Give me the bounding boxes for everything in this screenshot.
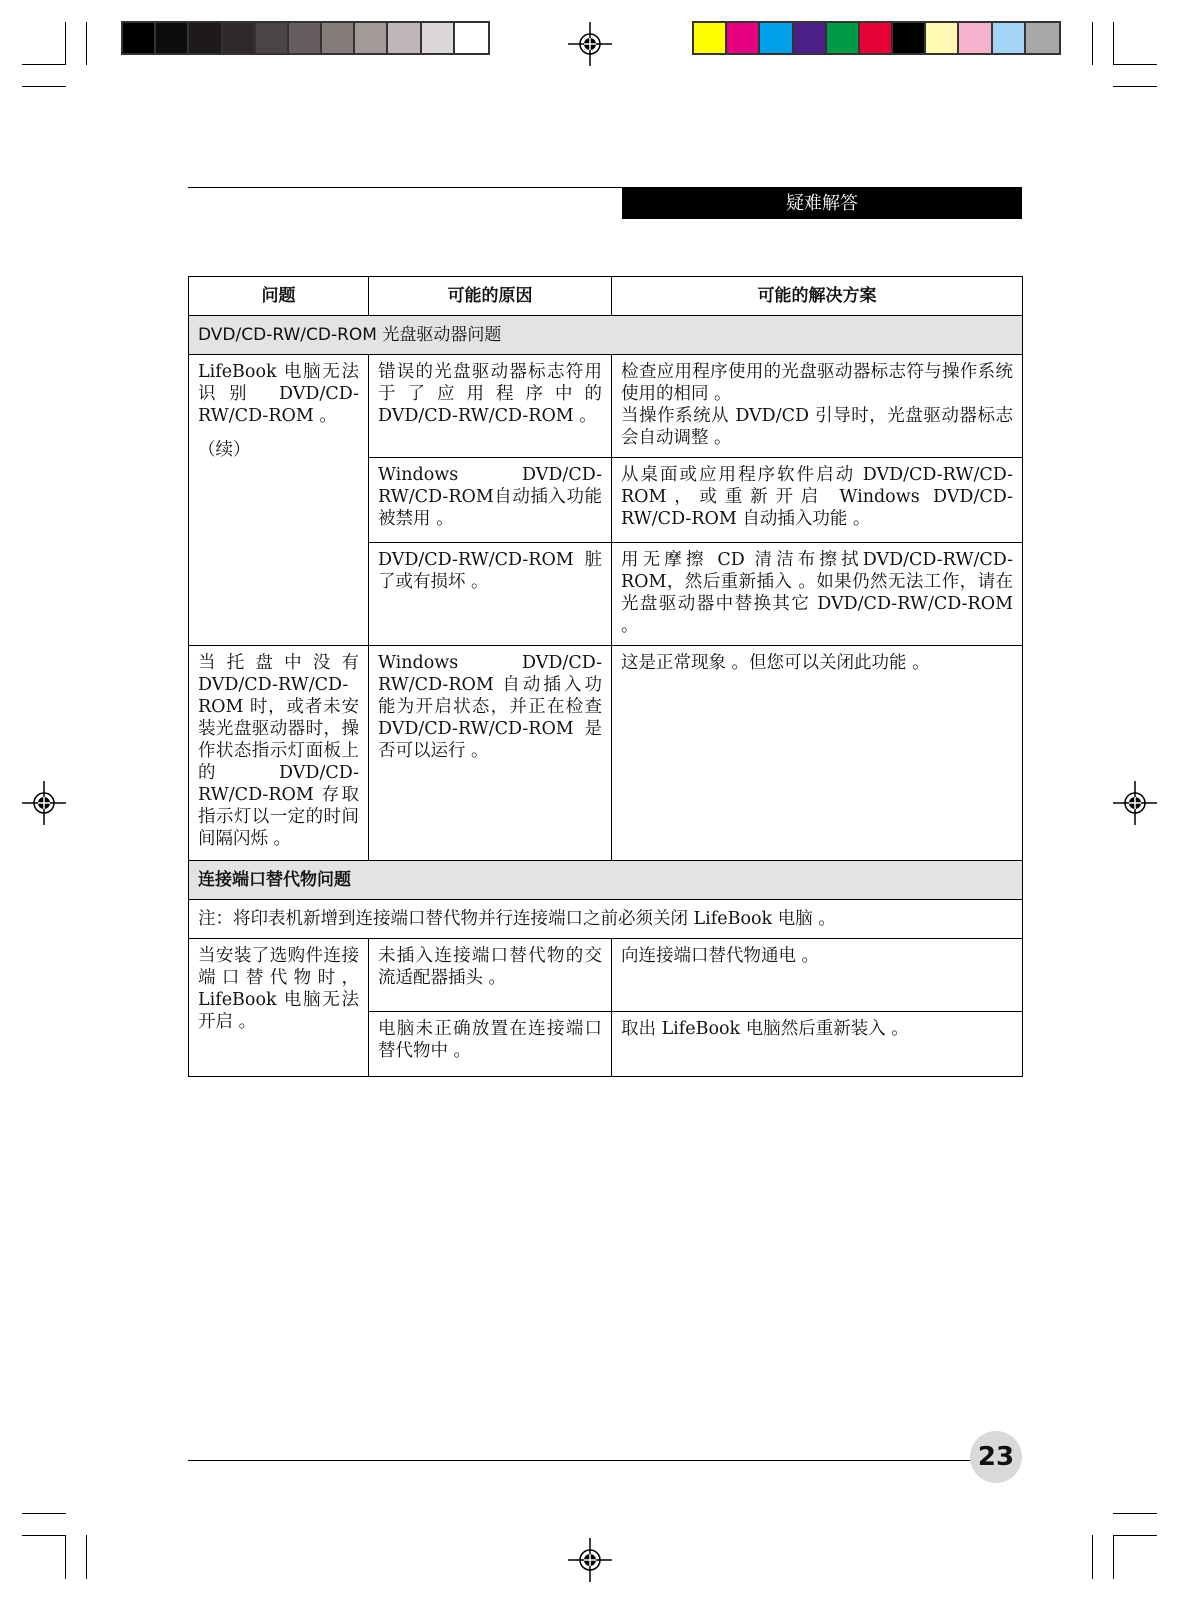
solution-cell: 向连接端口替代物通电 。 xyxy=(612,939,1023,1012)
cause-cell: Windows DVD/CD-RW/CD-ROM 自动插入功能为开启状态，并正在检查 DVD/CD-RW/CD-ROM 是否可以运行 。 xyxy=(369,646,612,861)
registration-mark-icon xyxy=(568,1538,612,1582)
registration-mark-icon xyxy=(22,781,66,825)
solution-cell xyxy=(612,355,1023,458)
color-swatch xyxy=(694,23,727,53)
crop-mark xyxy=(65,1535,66,1579)
section-title-port-replicator: 连接端口替代物问题 xyxy=(189,861,1023,900)
note-text: 注：将印表机新增到连接端口替代物并行连接端口之前必须关闭 LifeBook 电脑 。 xyxy=(189,900,1023,939)
color-swatch xyxy=(827,23,860,53)
registration-mark-icon xyxy=(568,22,612,66)
table-header-row xyxy=(189,277,1023,316)
color-swatch xyxy=(388,23,421,53)
section-row xyxy=(189,861,1023,900)
color-swatch xyxy=(123,23,156,53)
section-row xyxy=(189,316,1023,355)
cause-cell: 电脑未正确放置在连接端口替代物中 。 xyxy=(369,1012,612,1077)
crop-mark xyxy=(65,22,66,65)
crop-mark xyxy=(1113,1513,1157,1514)
solution-cell: 这是正常现象 。但您可以关闭此功能 。 xyxy=(612,646,1023,861)
color-swatch xyxy=(156,23,189,53)
problem-cell: 当托盘中没有 DVD/CD-RW/CD-ROM 时，或者未安装光盘驱动器时，操作状态指示灯面板上的 DVD/CD-RW/CD-ROM 存取指示灯以一定的时间间隔闪烁 。 xyxy=(189,646,369,861)
table-row xyxy=(189,939,1023,1012)
cause-cell: DVD/CD-RW/CD-ROM 脏了或有损坏 。 xyxy=(369,543,612,646)
color-swatch xyxy=(355,23,388,53)
section-title-text: DVD/CD-RW/CD-ROM 光盘驱动器问题 xyxy=(198,325,502,345)
problem-text: LifeBook 电脑无法识别 DVD/CD-RW/CD-ROM 。 xyxy=(198,362,359,426)
registration-mark-icon xyxy=(1113,781,1157,825)
column-header-problem: 问题 xyxy=(189,277,369,316)
cause-cell: 错误的光盘驱动器标志符用于了应用程序中的 DVD/CD-RW/CD-ROM 。 xyxy=(369,355,612,458)
crop-mark xyxy=(22,64,66,65)
crop-mark xyxy=(22,86,66,87)
table-row xyxy=(189,646,1023,861)
crop-mark xyxy=(1113,1535,1157,1536)
crop-mark xyxy=(1113,22,1114,65)
note-row xyxy=(189,900,1023,939)
color-swatch xyxy=(223,23,256,53)
table-row xyxy=(189,355,1023,458)
cause-cell: 未插入连接端口替代物的交流适配器插头 。 xyxy=(369,939,612,1012)
color-swatch xyxy=(256,23,289,53)
crop-mark xyxy=(86,22,87,65)
solution-text: 当操作系统从 DVD/CD 引导时，光盘驱动器标志会自动调整 。 xyxy=(621,406,1013,448)
solution-cell: 取出 LifeBook 电脑然后重新装入 。 xyxy=(612,1012,1023,1077)
crop-mark xyxy=(1092,1535,1093,1579)
crop-mark xyxy=(86,1535,87,1579)
crop-mark xyxy=(1113,1535,1114,1579)
section-title-drive xyxy=(189,316,1023,355)
color-swatch xyxy=(322,23,355,53)
continued-label: （续） xyxy=(198,440,251,460)
color-swatch xyxy=(959,23,992,53)
footer-rule xyxy=(188,1460,976,1461)
troubleshooting-table xyxy=(188,276,1023,1077)
color-calibration-bar xyxy=(692,21,1061,55)
color-swatch xyxy=(860,23,893,53)
color-swatch xyxy=(289,23,322,53)
grayscale-calibration-bar xyxy=(121,21,490,55)
crop-mark xyxy=(1113,64,1157,65)
section-header: 疑难解答 xyxy=(622,188,1022,219)
crop-mark xyxy=(1113,86,1157,87)
crop-mark xyxy=(1092,22,1093,65)
color-swatch xyxy=(926,23,959,53)
color-swatch xyxy=(189,23,222,53)
problem-cell xyxy=(189,355,369,646)
crop-mark xyxy=(22,1513,66,1514)
problem-cell: 当安装了选购件连接端口替代物时，LifeBook 电脑无法开启 。 xyxy=(189,939,369,1077)
page-number: 23 xyxy=(970,1431,1022,1483)
color-swatch xyxy=(727,23,760,53)
column-header-cause: 可能的原因 xyxy=(369,277,612,316)
color-swatch xyxy=(760,23,793,53)
color-swatch xyxy=(794,23,827,53)
color-swatch xyxy=(893,23,926,53)
column-header-solution: 可能的解决方案 xyxy=(612,277,1023,316)
color-swatch xyxy=(993,23,1026,53)
solution-cell: 从桌面或应用程序软件启动 DVD/CD-RW/CD-ROM，或重新开启 Windows DVD/CD-RW/CD-ROM 自动插入功能 。 xyxy=(612,458,1023,543)
cause-cell: Windows DVD/CD-RW/CD-ROM自动插入功能被禁用 。 xyxy=(369,458,612,543)
crop-mark xyxy=(22,1535,66,1536)
color-swatch xyxy=(422,23,455,53)
color-swatch xyxy=(455,23,488,53)
color-swatch xyxy=(1026,23,1059,53)
solution-text: 检查应用程序使用的光盘驱动器标志符与操作系统使用的相同 。 xyxy=(621,362,1013,404)
solution-cell: 用无摩擦 CD 清洁布擦拭DVD/CD-RW/CD-ROM，然后重新插入 。如果仍然无法工作，请在光盘驱动器中替换其它 DVD/CD-RW/CD-ROM 。 xyxy=(612,543,1023,646)
